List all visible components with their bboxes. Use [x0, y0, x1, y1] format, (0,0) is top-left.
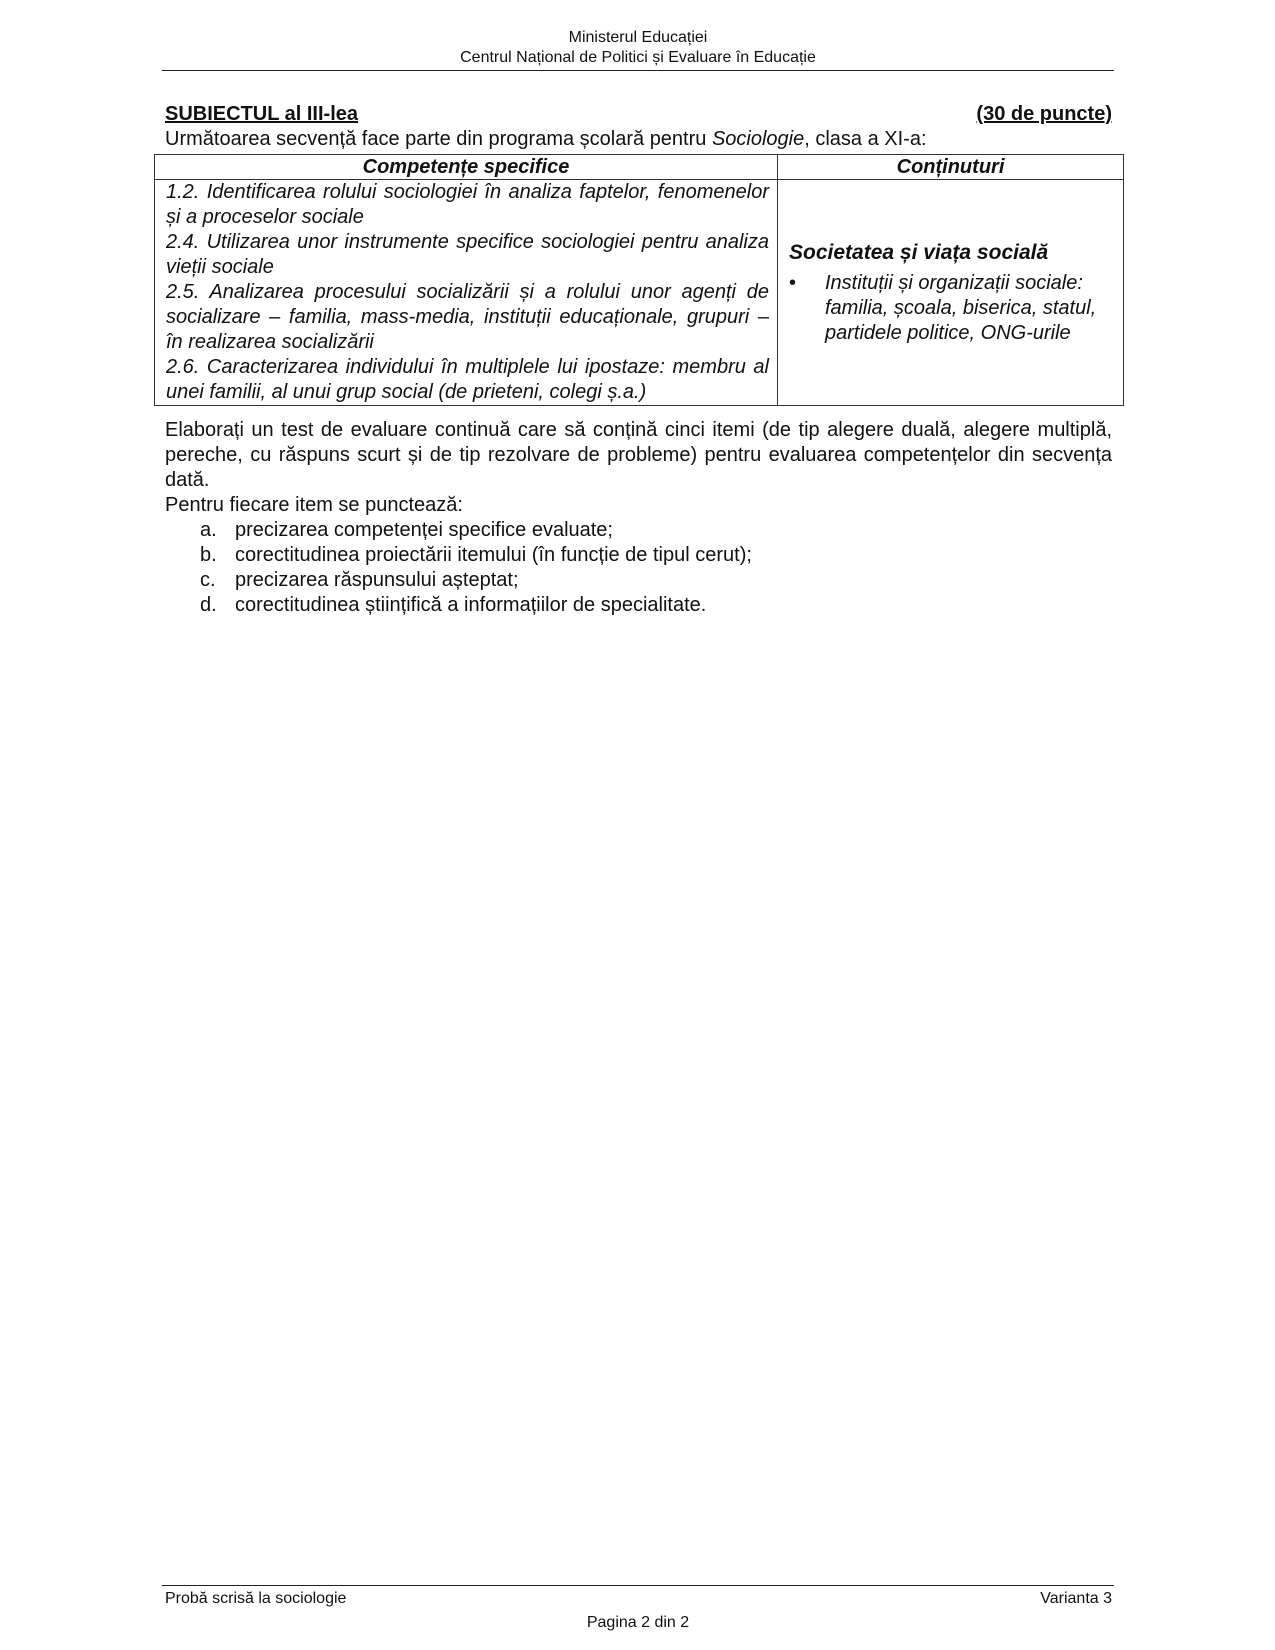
competence-item: 2.6. Caracterizarea individului în multiplele lui ipostaze: membru al unei familii, al unui grup social (de prieteni, colegi ș.a.): [166, 356, 769, 403]
criterion-text: precizarea răspunsului așteptat;: [235, 569, 519, 591]
subject-heading: [165, 102, 1112, 127]
subject-title: SUBIECTUL al III-lea: [165, 103, 359, 125]
footer-variant: Varianta 3: [1040, 1590, 1112, 1607]
bullet-icon: •: [789, 272, 797, 294]
competences-cell: [155, 180, 778, 406]
criterion-letter: d.: [200, 594, 217, 616]
intro-text: [165, 127, 1112, 152]
column-header-contents: Conținuturi: [778, 155, 1124, 180]
scoring-criteria-list: [165, 518, 1112, 618]
criterion-letter: b.: [200, 544, 217, 566]
criterion-letter: a.: [200, 519, 217, 541]
page-header: [162, 28, 1114, 68]
content-item-text: Instituții și organizații sociale: familia, școala, biserica, statul, partidele politice, ONG-urile: [825, 272, 1097, 344]
footer-divider: [162, 1585, 1114, 1586]
scoring-intro: Pentru fiecare item se punctează:: [165, 494, 463, 516]
header-ministry: Ministerul Educației: [568, 29, 708, 46]
content-list-item: [789, 271, 1115, 346]
list-item: [165, 543, 1112, 568]
criterion-text: precizarea competenței specifice evaluate;: [235, 519, 613, 541]
main-content: [165, 102, 1112, 618]
intro-after: , clasa a XI-a:: [804, 128, 927, 150]
list-item: [165, 593, 1112, 618]
competence-item: 2.5. Analizarea procesului socializării și a rolului unor agenți de socializare – familia, mass-media, instituții educaționale, grupuri – în realizarea socializării: [166, 281, 769, 353]
criterion-text: corectitudinea științifică a informațiilor de specialitate.: [235, 594, 707, 616]
list-item: [165, 568, 1112, 593]
intro-before: Următoarea secvență face parte din programa școlară pentru: [165, 128, 712, 150]
list-item: [165, 518, 1112, 543]
content-title: Societatea și viața socială: [789, 241, 1049, 264]
curriculum-table: [154, 154, 1124, 406]
task-text: Elaborați un test de evaluare continuă care să conțină cinci itemi (de tip alegere duală, alegere multiplă, pereche, cu răspuns scurt și de tip rezolvare de probleme) pentru evaluarea competențelor din secvența dată.: [165, 419, 1112, 491]
footer-exam-name: Probă scrisă la sociologie: [165, 1590, 347, 1607]
page-number: Pagina 2 din 2: [586, 1614, 690, 1631]
intro-discipline: Sociologie: [711, 128, 805, 150]
criterion-letter: c.: [200, 569, 216, 591]
competence-item: 2.4. Utilizarea unor instrumente specifice sociologiei pentru analiza vieții sociale: [166, 231, 769, 278]
subject-points: (30 de puncte): [976, 103, 1112, 125]
criterion-text: corectitudinea proiectării itemului (în funcție de tipul cerut);: [235, 544, 752, 566]
header-divider: [162, 70, 1114, 71]
contents-cell: [778, 180, 1124, 406]
table-row: [155, 180, 1124, 406]
table-header-row: [155, 155, 1124, 180]
column-header-competences: Competențe specifice: [155, 155, 778, 180]
header-center: Centrul Național de Politici și Evaluare în Educație: [460, 49, 816, 66]
competence-item: 1.2. Identificarea rolului sociologiei în analiza faptelor, fenomenelor și a proceselor sociale: [166, 181, 769, 228]
